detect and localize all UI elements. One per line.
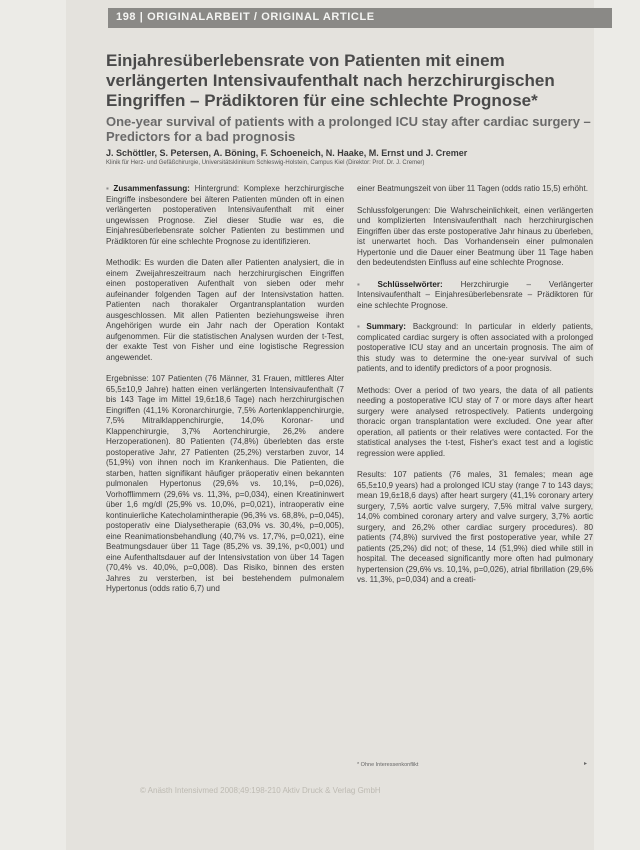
german-method: Methodik: Es wurden die Daten aller Patienten analysiert, die in einem Zweijahreszeitraum nach herzchirurgischen Eingriffen einen postoperativen Aufenthalt von sieben oder mehr aufeinander folgenden Tagen auf der Intensivstation hatten. Patienten nach thorakaler Organtransplantation wurden ausgeschlossen. Mit allen Patienten beziehungsweise ihren Angehörigen wurde ein Jahr nach der Operation Kontakt aufgenommen. Für die statistischen Analysen wurden der t-Test, der exakte Test von Fisher und eine logistische Regression angewendet. — [106, 258, 344, 362]
german-summary-intro — [106, 184, 344, 247]
english-methods: Methods: Over a period of two years, the data of all patients needing a postoperative ICU stay of 7 or more days after heart surgery were analysed retrospectively. Patients undergoing thoracic organ transplantation were excluded. One year after operation, all patients or their relatives were contacted. For the statistical analyses the t-test, Fisher's exact test and a logistic regression were applied. — [357, 385, 593, 458]
german-results: Ergebnisse: 107 Patienten (76 Männer, 31 Frauen, mittleres Alter 65,5±10,9 Jahre) hatten einen verlängerten Intensivaufenthalt (7 bis 143 Tage im Mittel 19,6±18,6 Tage) nach herzchirurgischen Eingriffen (41,1% Koronarchirurgie, 7,5% Aortenklappenchirurgie, 7,5% Mitralklappenchirurgie, 14,0% Koronar- und Klappenchirurgie, 3,7% Aortenchirurgie, 26,2% andere Herzoperationen). 80 Patienten (74,8%) überlebten das erste postoperative Jahr, 27 Patienten (25,2%) verstarben zuvor, 14 (51,9%) von ihnen noch im Krankenhaus. Die Patienten, die starben, hatten signifikant häufiger präoperativ einen bekannten pulmonalen Hypertonus (29,6% vs. 10,1%, p=0,026), Vorhofflimmern (29,6% vs. 11,3%, p=0,034), einen Kreatininwert über 1,6 mg/dl (25,9% vs. 10,0%, p=0,021), intraoperativ eine kontinuierliche Katecholamintherapie (96,3% vs. 68,8%, p=0,045), postoperativ eine Dialysetherapie (63,0% vs. 30,4%, p=0,005), eine Reanimationsbehandlung (40,7% vs. 17,7%, p=0,021), eine Beatmungsdauer über 11 Tage (85,2% vs. 39,1%, p<0,001) und eine Aufenthaltsdauer auf der Intensivstation von über 14 Tagen (70,4% vs. 40,0%, p=0,008). Das Risiko, binnen des ersten Jahres zu versterben, ist bei bestehendem pulmonalem Hypertonus (odds ratio 6,7) und — [106, 374, 344, 593]
footnote: * Ohne Interessenkonflikt — [357, 762, 419, 768]
continue-marker: ▸ — [584, 761, 588, 767]
affiliation: Klinik für Herz- und Gefäßchirurgie, Universitätsklinikum Schleswig-Holstein, Campus Kiel (Direktor: Prof. Dr. J. Cremer) — [106, 160, 425, 166]
bullet-marker: ▪ — [357, 279, 376, 289]
summary-label-en: Summary: — [366, 322, 407, 331]
summary-label-de: Zusammenfassung: — [113, 184, 190, 193]
english-results: Results: 107 patients (76 males, 31 females; mean age 65,5±10,9 years) had a prolonged ICU stay (range 7 to 143 days; mean 19,6±18,6 days) after heart surgery (41,1% coronary artery surgery, 7,5% aortic valve surgery, 7,5% mitral valve surgery, 14,0% combined coronary artery and valve surgery, 3,7% aortic surgery, and 26,2% other cardiac surgery procedures). 80 patients (74,8%) survived the first postoperative year, while 27 patients (25,2%) did not; of these, 14 (51,9%) died while still in hospital. The deceased significantly more often had pulmonary hypertension (29,6% vs. 10,1%, p=0,026), atrial fibrillation (29,6% vs. 11,3%, p=0,034) and a creati- — [357, 470, 593, 584]
german-conclusion: Schlussfolgerungen: Die Wahrscheinlichkeit, einen verlängerten und komplizierten Intensivaufenthalt nach herzchirurgischen Eingriffen über das erste postoperative Jahr hinaus zu überleben, ist unerwartet hoch. Das Vorhandensein einer pulmonalen Hypertonie und die Dauer einer Beatmung über 11 Tage haben den bedeutendsten Einfluss auf eine schlechte Prognose. — [357, 205, 593, 267]
journal-footer: © Anästh Intensivmed 2008;49:198-210 Aktiv Druck & Verlag GmbH — [140, 786, 381, 795]
german-results-continuation: einer Beatmungszeit von über 11 Tagen (odds ratio 15,5) erhöht. — [357, 184, 588, 193]
bullet-marker: ▪ — [357, 322, 365, 331]
english-title: One-year survival of patients with a prolonged ICU stay after cardiac surgery – Predictors for a bad prognosis — [106, 114, 591, 144]
keywords-label-de: Schlüsselwörter: — [377, 279, 443, 289]
summary-text-de: Hintergrund: Komplexe herzchirurgische Eingriffe insbesondere bei älteren Patienten münden oft in einen verlängerten postoperativen Intensivaufenthalt mit einer ungewissen Prognose. Ziel dieser Studie war es, die Einjahresüberlebensrate solcher Patienten zu bestimmen und Prädiktoren für eine schlechte Prognose zu identifizieren. — [106, 184, 344, 246]
summary-text-en: Background: In particular in elderly patients, complicated cardiac surgery is often associated with a prolonged postoperative ICU stay and an uncertain prognosis. The aim of this study was to determine the one-year survival of such patients, and to identify predictors of a poor prognosis. — [357, 322, 593, 373]
bullet-marker: ▪ — [106, 184, 112, 193]
german-title: Einjahresüberlebensrate von Patienten mit einem verlängerten Intensivaufenthalt nach herzchirurgischen Eingriffen – Prädiktoren für eine schlechte Prognose* — [106, 51, 555, 110]
english-summary-intro — [357, 322, 593, 375]
german-keywords — [357, 280, 593, 312]
keywords-text-de: Herzchirurgie – Verlängerter Intensivaufenthalt – Einjahresüberlebensrate – Prädiktoren für eine schlechte Prognose. — [357, 279, 593, 310]
right-column — [357, 184, 593, 749]
left-column — [106, 184, 344, 764]
author-list: J. Schöttler, S. Petersen, A. Böning, F. Schoeneich, N. Haake, M. Ernst und J. Cremer — [106, 148, 468, 158]
running-header: 198 | ORIGINALARBEIT / ORIGINAL ARTICLE — [116, 11, 375, 23]
